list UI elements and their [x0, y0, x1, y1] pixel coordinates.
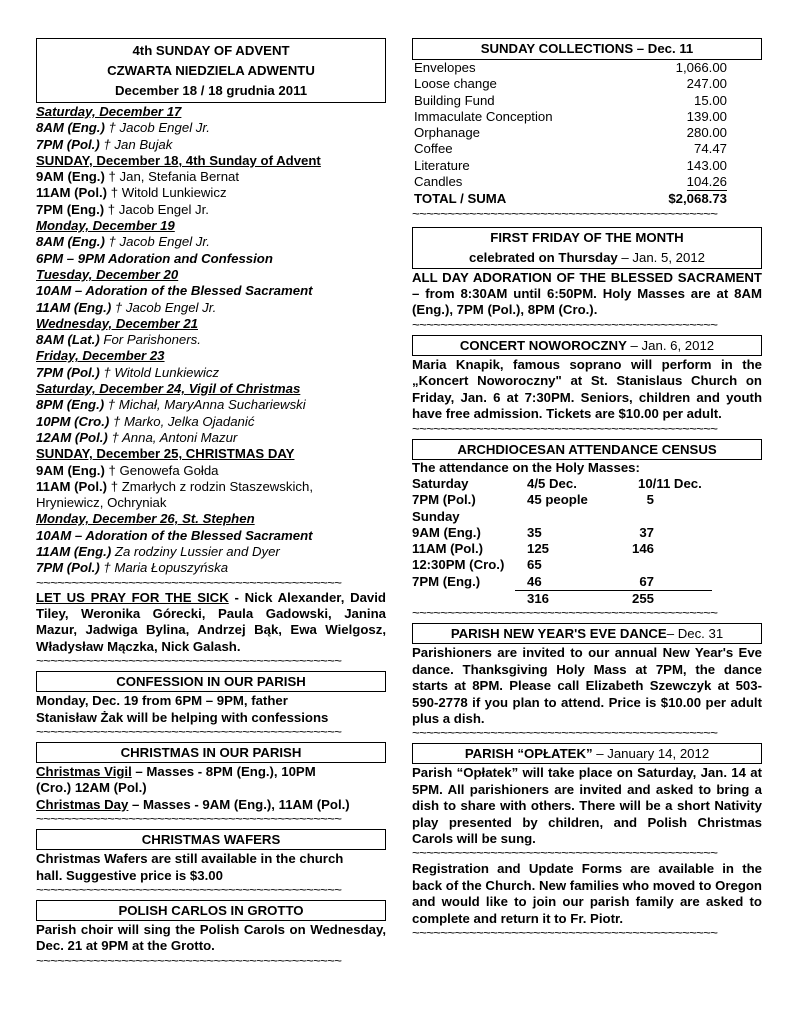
pray-for-sick: LET US PRAY FOR THE SICK - Nick Alexander, David Tiley, Weronika Górecki, Paula Gadowski, Janina Mazur, Jadwiga Bylina, Andrzej Bąk, Ewa Wielgosz, Władysław Mączka, Nick Galash.: [36, 589, 386, 654]
advent-header-box: [36, 38, 386, 103]
census-cell: 65: [527, 557, 542, 573]
advent-title-en: 4th SUNDAY OF ADVENT: [132, 43, 290, 58]
divider: ~~~~~~~~~~~~~~~~~~~~~~~~~~~~~~~~~~~~~~~~~~~: [36, 954, 342, 966]
concert-text: Maria Knapik, famous soprano will perform in the „Koncert Noworoczny" at St. Stanislaus Church on Friday, Jan. 6 at 7:30PM. Seniors, children and youth have free admission. Tickets are $10.00 per adult.: [412, 356, 762, 422]
collection-row: Loose change 247.00: [414, 76, 727, 92]
advent-title-pl: CZWARTA NIEDZIELA ADWENTU: [107, 63, 315, 78]
mass-line: 8AM (Eng.) † Jacob Engel Jr.: [36, 120, 210, 136]
mass-line: Hryniewicz, Ochryniak: [36, 495, 167, 511]
collections-total: TOTAL / SUMA $2,068.73: [414, 191, 727, 207]
collection-row: Orphanage 280.00: [414, 125, 727, 141]
census-row: [412, 541, 712, 557]
census-cell: Saturday: [412, 475, 469, 491]
census-cell: 46: [527, 573, 542, 589]
census-cell: 9AM (Eng.): [412, 524, 481, 540]
mass-line: 7PM (Pol.) † Jan Bujak: [36, 136, 173, 152]
confession-text: Monday, Dec. 19 from 6PM – 9PM, father Stanisław Żak will be helping with confessions: [36, 693, 329, 725]
collection-row: Candles 104.26: [414, 174, 727, 191]
oplatek-title: PARISH “OPŁATEK” – January 14, 2012: [412, 743, 762, 764]
collection-row: Literature 143.00: [414, 157, 727, 173]
confession-title: CONFESSION IN OUR PARISH: [36, 671, 386, 692]
divider: ~~~~~~~~~~~~~~~~~~~~~~~~~~~~~~~~~~~~~~~~~~~: [36, 655, 342, 667]
census-cell: 146: [631, 541, 654, 557]
day-heading: Friday, December 23: [36, 348, 165, 364]
census-row: [412, 525, 712, 541]
census-cell: 45 people: [527, 492, 588, 508]
mass-line: 9AM (Eng.) † Jan, Stefania Bernat: [36, 169, 240, 185]
divider: ~~~~~~~~~~~~~~~~~~~~~~~~~~~~~~~~~~~~~~~~~~~: [412, 847, 718, 859]
census-table: [412, 476, 712, 607]
event-line: 10AM – Adoration of the Blessed Sacrament: [36, 283, 313, 299]
census-cell: 37: [639, 524, 654, 540]
census-row: [412, 509, 712, 525]
event-line: 6PM – 9PM Adoration and Confession: [36, 250, 273, 266]
census-cell: [515, 509, 625, 525]
census-cell: 11AM (Pol.): [412, 541, 484, 557]
mass-line: 9AM (Eng.) † Genowefa Gołda: [36, 462, 219, 478]
census-cell: 125: [527, 541, 550, 557]
census-title: ARCHDIOCESAN ATTENDANCE CENSUS: [412, 439, 762, 460]
census-cell: 67: [639, 573, 654, 589]
first-friday-text: ALL DAY ADORATION OF THE BLESSED SACRAMENT – from 8:30AM until 6:50PM. Holy Masses are at 8AM (Eng.), 7PM (Pol.), 8PM (Cro.).: [412, 269, 762, 318]
census-cell: [625, 509, 712, 525]
concert-title: CONCERT NOWOROCZNY – Jan. 6, 2012: [412, 335, 762, 356]
divider: ~~~~~~~~~~~~~~~~~~~~~~~~~~~~~~~~~~~~~~~~~~~: [36, 813, 342, 825]
christmas-title: CHRISTMAS IN OUR PARISH: [36, 742, 386, 763]
collection-row: Envelopes 1,066.00: [414, 60, 727, 75]
collection-row: Building Fund 15.00: [414, 92, 727, 108]
mass-line: 12AM (Pol.) † Anna, Antoni Mazur: [36, 429, 238, 445]
census-cell: 10/11 Dec.: [638, 475, 702, 491]
census-cell: 7PM (Pol.): [412, 492, 476, 508]
census-row: [412, 591, 712, 608]
divider: ~~~~~~~~~~~~~~~~~~~~~~~~~~~~~~~~~~~~~~~~~~~: [36, 726, 342, 738]
day-heading: Tuesday, December 20: [36, 266, 179, 282]
collection-row: Coffee 74.47: [414, 141, 727, 157]
mass-line: 8AM (Lat.) For Parishoners.: [36, 332, 201, 348]
day-heading: Saturday, December 17: [36, 104, 182, 119]
collection-row: Immaculate Conception 139.00: [414, 108, 727, 124]
census-cell: 12:30PM (Cro.): [412, 557, 505, 573]
wafers-text: Christmas Wafers are still available in the church hall. Suggestive price is $3.00: [36, 851, 344, 883]
collections-title: SUNDAY COLLECTIONS – Dec. 11: [412, 38, 762, 60]
day-heading: SUNDAY, December 25, CHRISTMAS DAY: [36, 446, 295, 462]
carols-text: Parish choir will sing the Polish Carols on Wednesday, Dec. 21 at 9PM at the Grotto.: [36, 922, 386, 954]
advent-date: December 18 / 18 grudnia 2011: [114, 83, 308, 98]
mass-line: 7PM (Pol.) † Witold Lunkiewicz: [36, 364, 220, 380]
collections-list: [412, 60, 762, 191]
divider: ~~~~~~~~~~~~~~~~~~~~~~~~~~~~~~~~~~~~~~~~~~~: [36, 884, 342, 896]
census-cell: 35: [527, 524, 542, 540]
day-heading: Monday, December 26, St. Stephen: [36, 511, 255, 527]
mass-line: 11AM (Pol.) † Zmarłych z rodzin Staszewskich,: [36, 478, 314, 494]
census-row: [412, 476, 712, 492]
newyear-title: PARISH NEW YEAR'S EVE DANCE– Dec. 31: [412, 623, 762, 644]
wafers-title: CHRISTMAS WAFERS: [36, 829, 386, 850]
census-cell: 7PM (Eng.): [412, 573, 481, 589]
mass-line: 7PM (Pol.) † Maria Łopuszyńska: [36, 560, 229, 576]
census-row: [412, 574, 712, 591]
day-heading: Saturday, December 24, Vigil of Christmas: [36, 381, 301, 397]
day-heading: Wednesday, December 21: [36, 315, 198, 331]
mass-line: 8PM (Eng.) † Michał, MaryAnna Suchariewski: [36, 397, 306, 413]
divider: ~~~~~~~~~~~~~~~~~~~~~~~~~~~~~~~~~~~~~~~~~~~: [412, 926, 718, 938]
divider: ~~~~~~~~~~~~~~~~~~~~~~~~~~~~~~~~~~~~~~~~~~~: [412, 607, 718, 619]
day-heading: SUNDAY, December 18, 4th Sunday of Advent: [36, 152, 321, 168]
event-line: 10AM – Adoration of the Blessed Sacrament: [36, 527, 313, 543]
divider: ~~~~~~~~~~~~~~~~~~~~~~~~~~~~~~~~~~~~~~~~~~~: [412, 318, 718, 330]
mass-schedule: [36, 104, 386, 577]
mass-line: 11AM (Eng.) Za rodziny Lussier and Dyer: [36, 544, 280, 560]
census-cell: 5: [646, 492, 654, 508]
divider: ~~~~~~~~~~~~~~~~~~~~~~~~~~~~~~~~~~~~~~~~~~~: [412, 727, 718, 739]
carols-title: POLISH CARLOS IN GROTTO: [36, 900, 386, 921]
mass-line: 11AM (Pol.) † Witold Lunkiewicz: [36, 185, 227, 201]
census-cell: Sunday: [412, 508, 460, 524]
census-cell: 255: [625, 591, 712, 608]
census-cell: [625, 557, 712, 573]
divider: ~~~~~~~~~~~~~~~~~~~~~~~~~~~~~~~~~~~~~~~~~~~: [36, 576, 342, 588]
right-column: [412, 0, 762, 938]
mass-line: 10PM (Cro.) † Marko, Jelka Ojadanić: [36, 413, 255, 429]
census-intro: The attendance on the Holy Masses:: [412, 459, 640, 475]
census-cell: [412, 591, 515, 608]
left-column: [36, 0, 386, 966]
census-row: [412, 492, 712, 508]
christmas-text: Christmas Vigil – Masses - 8PM (Eng.), 10PM (Cro.) 12AM (Pol.) Christmas Day – Masses - 9AM (Eng.), 11AM (Pol.): [36, 764, 350, 812]
census-cell: 4/5 Dec.: [527, 475, 577, 491]
oplatek-text: Parish “Opłatek” will take place on Saturday, Jan. 14 at 5PM. All parishioners are invited and asked to bring a dish to share with others. There will be a short Nativity play presented by children, and Polish Christmas Carols will be sung.: [412, 765, 762, 846]
mass-line: 11AM (Eng.) † Jacob Engel Jr.: [36, 299, 217, 315]
day-heading: Monday, December 19: [36, 218, 175, 234]
registration-text: Registration and Update Forms are available in the back of the Church. New families who moved to Oregon and would like to join our parish family are asked to complete and return it to Fr. Piotr.: [412, 861, 762, 926]
divider: ~~~~~~~~~~~~~~~~~~~~~~~~~~~~~~~~~~~~~~~~~~~: [412, 207, 718, 219]
mass-line: 8AM (Eng.) † Jacob Engel Jr.: [36, 234, 210, 250]
mass-line: 7PM (Eng.) † Jacob Engel Jr.: [36, 201, 209, 217]
census-cell: 316: [515, 591, 625, 608]
census-row: [412, 557, 712, 573]
divider: ~~~~~~~~~~~~~~~~~~~~~~~~~~~~~~~~~~~~~~~~~~~: [412, 422, 718, 434]
newyear-text: Parishioners are invited to our annual New Year's Eve dance. Thanksgiving Holy Mass at 7PM, the dance starts at 8PM. Please call Elizabeth Szewczyk at 503-590-2778 if you plan to attend. Price is $10.00 per adult plus a dish.: [412, 645, 762, 726]
first-friday-box: FIRST FRIDAY OF THE MONTH celebrated on Thursday – Jan. 5, 2012: [412, 227, 762, 269]
